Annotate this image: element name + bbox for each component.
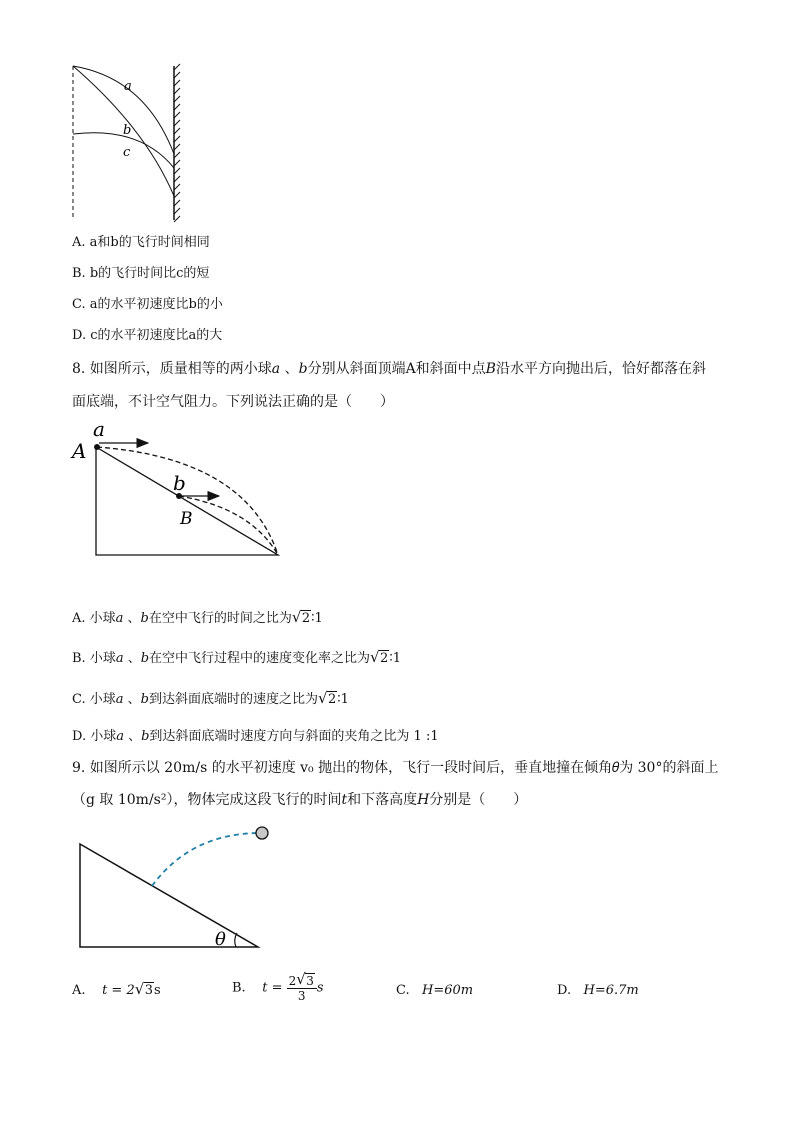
incline-triangle — [80, 844, 258, 947]
wall-hatching — [174, 64, 180, 222]
q8-option-b: B. 小球𝑎 、𝑏在空中飞行过程中的速度变化率之比为 √ 2∶1 — [72, 648, 401, 666]
q8-option-c: C. 小球𝑎 、𝑏到达斜面底端时的速度之比为 √ 2∶1 — [72, 689, 349, 707]
q8-option-d: D. 小球𝑎 、𝑏到达斜面底端时速度方向与斜面的夹角之比为 1 :1 — [72, 729, 439, 744]
projectile-ball — [256, 827, 268, 839]
sqrt-expression: √ 3 — [134, 980, 153, 998]
label-A: A — [72, 439, 87, 463]
q8-option-a: A. 小球𝑎 、𝑏在空中飞行的时间之比为 √ 2∶1 — [72, 608, 323, 626]
q9-stem-line2: （g 取 10m/s²），物体完成这段飞行的时间𝑡和下落高度𝐻分别是（ ） — [72, 792, 528, 808]
q7-option-c: C. a的水平初速度比b的小 — [72, 297, 223, 312]
q7-option-d: D. c的水平初速度比a的大 — [72, 328, 223, 343]
q9-option-d: D. H=6.7m — [557, 983, 639, 998]
incline-triangle — [96, 447, 278, 555]
incline-figure-q8 — [66, 418, 286, 563]
curve-label-c: c — [123, 145, 131, 160]
label-a: a — [93, 418, 105, 441]
q9-option-a: A. t = 2 √ 3s — [72, 980, 161, 998]
q9-option-b: B. t = 2 √ 3 3 s — [232, 970, 324, 1003]
curve-label-b: b — [123, 123, 132, 138]
sqrt-expression: √ 3 — [296, 970, 314, 988]
q7-option-a: A. a和b的飞行时间相同 — [72, 235, 210, 250]
q8-stem-line2: 面底端，不计空气阻力。下列说法正确的是（ ） — [72, 394, 394, 410]
sqrt-expression: √ 2 — [291, 608, 311, 626]
q7-option-b: B. b的飞行时间比c的短 — [72, 266, 210, 281]
q8-stem-line1: 8. 如图所示，质量相等的两小球𝑎 、𝑏分别从斜面顶端A和斜面中点𝐵沿水平方向抛出后，恰好都落在斜 — [72, 361, 706, 377]
label-b: b — [173, 471, 186, 495]
label-B: B — [180, 509, 193, 529]
sqrt-expression: √ 2 — [370, 648, 389, 666]
q9-stem-line1: 9. 如图所示以 20m/s 的水平初速度 v₀ 抛出的物体，飞行一段时间后，垂直地撞在倾角𝜃为 30°的斜面上 — [72, 760, 719, 776]
fraction: 2 √ 3 3 — [287, 974, 317, 1003]
projectile-path — [152, 833, 258, 886]
incline-figure-q9 — [70, 820, 280, 955]
q9-option-c: C. H=60m — [396, 983, 474, 998]
curve-label-a: a — [124, 79, 132, 94]
trajectory-figure — [60, 58, 190, 226]
angle-label: θ — [215, 929, 226, 950]
sqrt-expression: √ 2 — [317, 689, 337, 707]
